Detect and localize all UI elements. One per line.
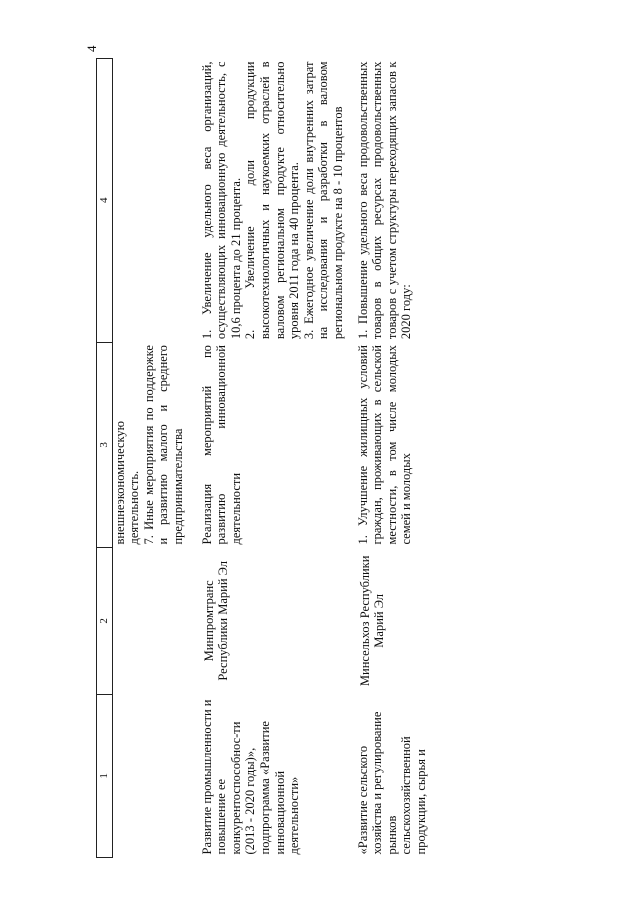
continuation-line: 7. Иные мероприятия по поддержке и развитию малого и среднего предпринимательства bbox=[141, 345, 185, 545]
rotated-table-page bbox=[96, 58, 551, 858]
program-name-cell: «Развитие сельского хозяйства и регулирование рынков сельскохозяйственной продукции, сырья и bbox=[355, 711, 428, 855]
indicator-cell bbox=[352, 59, 435, 343]
executor-cell: Минсельхоз Республики Марий Эл bbox=[357, 555, 387, 687]
table-row bbox=[352, 59, 435, 858]
cell-empty bbox=[112, 548, 195, 695]
indicator-item: 1. Повышение удельного веса продовольственных товаров в общих ресурсах продовольственных товаров с учетом структуры переходящих запасов к 2020 году: bbox=[355, 61, 414, 340]
page-number: 4 bbox=[84, 45, 99, 52]
program-name-cell: Развитие промышленности и повышение ее конкурентоспособнос-ти (2013 - 2020 годы)», подпрограмма «Развитие инновационной деятельности» bbox=[199, 699, 302, 855]
measure-cell: 1. Улучшение жилищных условий граждан, проживающих в сельской местности, в том числе молодых семей и молодых bbox=[355, 345, 414, 545]
header-row bbox=[97, 59, 113, 858]
executor-cell: Минпромтранс Республики Марий Эл bbox=[201, 561, 231, 681]
indicator-item: 3. Ежегодное увеличение доли внутренних затрат на исследования и разработки в валовом региональном продукте на 8 - 10 процентов bbox=[301, 61, 345, 340]
header-col-3: 3 bbox=[97, 342, 113, 547]
program-table bbox=[96, 58, 434, 858]
measure-cell: Реализация мероприятий по развитию инновационной деятельности bbox=[199, 345, 243, 545]
continuation-line: внешнеэкономическую деятельность. bbox=[112, 420, 142, 545]
header-col-2: 2 bbox=[97, 548, 113, 695]
indicator-item: 1. Увеличение удельного веса организаций, осуществляющих инновационную деятельность, с 10,6 процента до 21 процента. bbox=[199, 61, 243, 340]
cell-empty bbox=[112, 59, 195, 343]
cell-empty bbox=[112, 694, 195, 857]
continuation-row bbox=[112, 59, 195, 858]
table-row bbox=[196, 59, 352, 858]
indicator-item: 2. Увеличение доли продукции высокотехнологичных и наукоемких отраслей в валовом региональном продукте относительно уровня 2011 года на 40 процента. bbox=[243, 61, 302, 340]
indicator-cell bbox=[196, 59, 352, 343]
header-col-1: 1 bbox=[97, 694, 113, 857]
header-col-4: 4 bbox=[97, 59, 113, 343]
cell-continuation bbox=[112, 342, 195, 547]
